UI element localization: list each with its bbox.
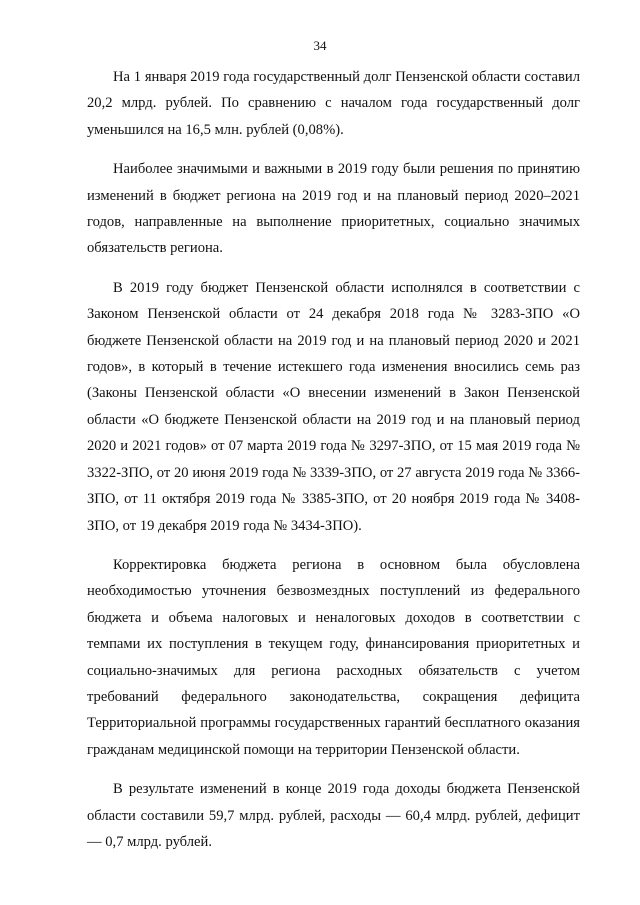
page-number: 34 [313,38,327,53]
document-body [87,64,580,868]
paragraph-budget-results: В результате изменений в конце 2019 года доходы бюджета Пензенской области составили 59,7 млрд. рублей, расходы — 60,4 млрд. рублей, дефицит — 0,7 млрд. рублей. [87,781,580,850]
paragraph-state-debt: На 1 января 2019 года государственный долг Пензенской области составил 20,2 млрд. рублей. По сравнению с началом года государственный долг уменьшился на 16,5 млн. рублей (0,08%). [87,69,580,138]
paragraph-budget-decisions: Наиболее значимыми и важными в 2019 году были решения по принятию изменений в бюджет региона на 2019 год и на плановый период 2020–2021 годов, направленные на выполнение приоритетных, социально значимых обязательств региона. [87,161,580,257]
paragraph-budget-law-amendments: В 2019 году бюджет Пензенской области исполнялся в соответствии с Законом Пензенской области от 24 декабря 2018 года № 3283-ЗПО «О бюджете Пензенской области на 2019 год и на плановый период 2020 и 2021 годов», в который в течение истекшего года изменения вносились семь раз (Законы Пензенской области «О внесении изменений в Закон Пензенской области «О бюджете Пензенской области на 2019 год и на плановый период 2020 и 2021 годов» от 07 марта 2019 года № 3297-ЗПО, от 15 мая 2019 года № 3322-ЗПО, от 20 июня 2019 года № 3339-ЗПО, от 27 августа 2019 года № 3366-ЗПО, от 11 октября 2019 года № 3385-ЗПО, от 20 ноября 2019 года № 3408-ЗПО, от 19 декабря 2019 года № 3434-ЗПО). [87,279,580,534]
paragraph-budget-adjustment: Корректировка бюджета региона в основном была обусловлена необходимостью уточнения безвозмездных поступлений из федерального бюджета и объема налоговых и неналоговых доходов в соответствии с темпами их поступления в текущем году, финансирования приоритетных и социально-значимых для региона расходных обязательств с учетом требований федерального законодательства, сокращения дефицита Территориальной программы государственных гарантий бесплатного оказания гражданам медицинской помощи на территории Пензенской области. [87,556,580,758]
